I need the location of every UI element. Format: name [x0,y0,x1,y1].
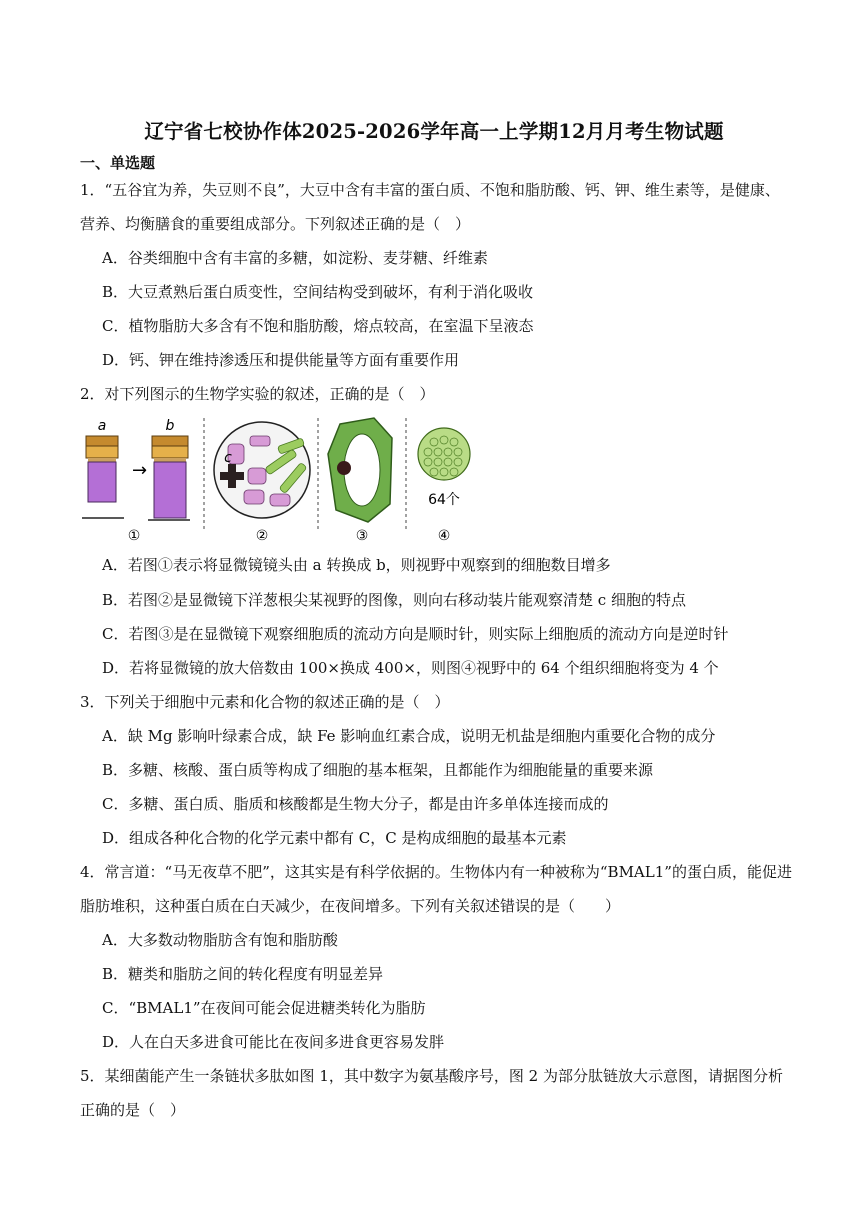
objective-lens-a-icon [86,418,118,502]
question-4-option-c: C．“BMAL1”在夜间可能会促进糖类转化为脂肪 [102,999,426,1017]
plant-cell-icon [328,418,392,522]
question-1-option-d: D．钙、钾在维持渗透压和提供能量等方面有重要作用 [102,351,460,369]
question-4-option-b: B．糖类和脂肪之间的转化程度有明显差异 [102,965,384,983]
question-1-option-a: A．谷类细胞中含有丰富的多糖，如淀粉、麦芽糖、纤维素 [102,249,488,267]
question-4-stem-cont: 脂肪堆积，这种蛋白质在白天减少，在夜间增多。下列有关叙述错误的是（ ） [80,897,621,915]
question-5-stem: 5．某细菌能产生一条链状多肽如图 1，其中数字为氨基酸序号，图 2 为部分肽链放大示意图，请据图分析 [80,1067,783,1085]
question-3-option-c: C．多糖、蛋白质、脂质和核酸都是生物大分子，都是由许多单体连接而成的 [102,795,609,813]
question-2-option-b: B．若图②是显微镜下洋葱根尖某视野的图像，则向右移动装片能观察清楚 c 细胞的特点 [102,591,686,609]
question-2-stem: 2．对下列图示的生物学实验的叙述，正确的是（ ） [80,385,435,403]
question-1-stem: 1．“五谷宜为养，失豆则不良”，大豆中含有丰富的蛋白质、不饱和脂肪酸、钙、钾、维生素等，是健康、 [80,181,780,199]
question-2-option-d: D．若将显微镜的放大倍数由 100×换成 400×，则图④视野中的 64 个组织细胞将变为 4 个 [102,659,719,677]
panel-3-label: ③ [355,528,369,544]
question-5-stem-cont: 正确的是（ ） [80,1101,186,1119]
arrow-right-icon: → [132,460,148,481]
panel-1-label: ① [127,528,141,544]
question-3-stem: 3．下列关于细胞中元素和化合物的叙述正确的是（ ） [80,693,450,711]
panel-4-label: ④ [437,528,451,544]
question-1-stem-cont: 营养、均衡膳食的重要组成部分。下列叙述正确的是（ ） [80,215,471,233]
question-3-option-b: B．多糖、核酸、蛋白质等构成了细胞的基本框架，且都能作为细胞能量的重要来源 [102,761,654,779]
question-4-stem: 4．常言道：“马无夜草不肥”，这其实是有科学依据的。生物体内有一种被称为“BMAL1”的蛋白质，能促进 [80,863,792,881]
question-1-option-b: B．大豆煮熟后蛋白质变性，空间结构受到破坏，有利于消化吸收 [102,283,534,301]
panel-2-label: ② [255,528,269,544]
question-2-option-c: C．若图③是在显微镜下观察细胞质的流动方向是顺时针，则实际上细胞质的流动方向是逆时针 [102,625,729,643]
question-4-option-d: D．人在白天多进食可能比在夜间多进食更容易发胖 [102,1033,445,1051]
tissue-cells-icon [418,428,470,480]
question-3-option-d: D．组成各种化合物的化学元素中都有 C，C 是构成细胞的最基本元素 [102,829,567,847]
cell-count-label: 64个 [428,492,460,508]
question-4-option-a: A．大多数动物脂肪含有饱和脂肪酸 [102,931,338,949]
question-2-option-a: A．若图①表示将显微镜镜头由 a 转换成 b，则视野中观察到的细胞数目增多 [102,556,611,574]
page-title: 辽宁省七校协作体2025-2026学年高一上学期12月月考生物试题 [144,120,724,143]
objective-lens-b-icon [152,418,188,518]
root-tip-view-icon [214,422,310,518]
lens-a-label: a [97,418,107,434]
lens-b-label: b [165,418,175,434]
cell-c-label: c [224,450,232,466]
question-3-option-a: A．缺 Mg 影响叶绿素合成，缺 Fe 影响血红素合成，说明无机盐是细胞内重要化合物的成分 [102,727,716,745]
section-heading: 一、单选题 [80,154,156,172]
question-1-option-c: C．植物脂肪大多含有不饱和脂肪酸，熔点较高，在室温下呈液态 [102,317,534,335]
microscope-figure [78,414,478,546]
